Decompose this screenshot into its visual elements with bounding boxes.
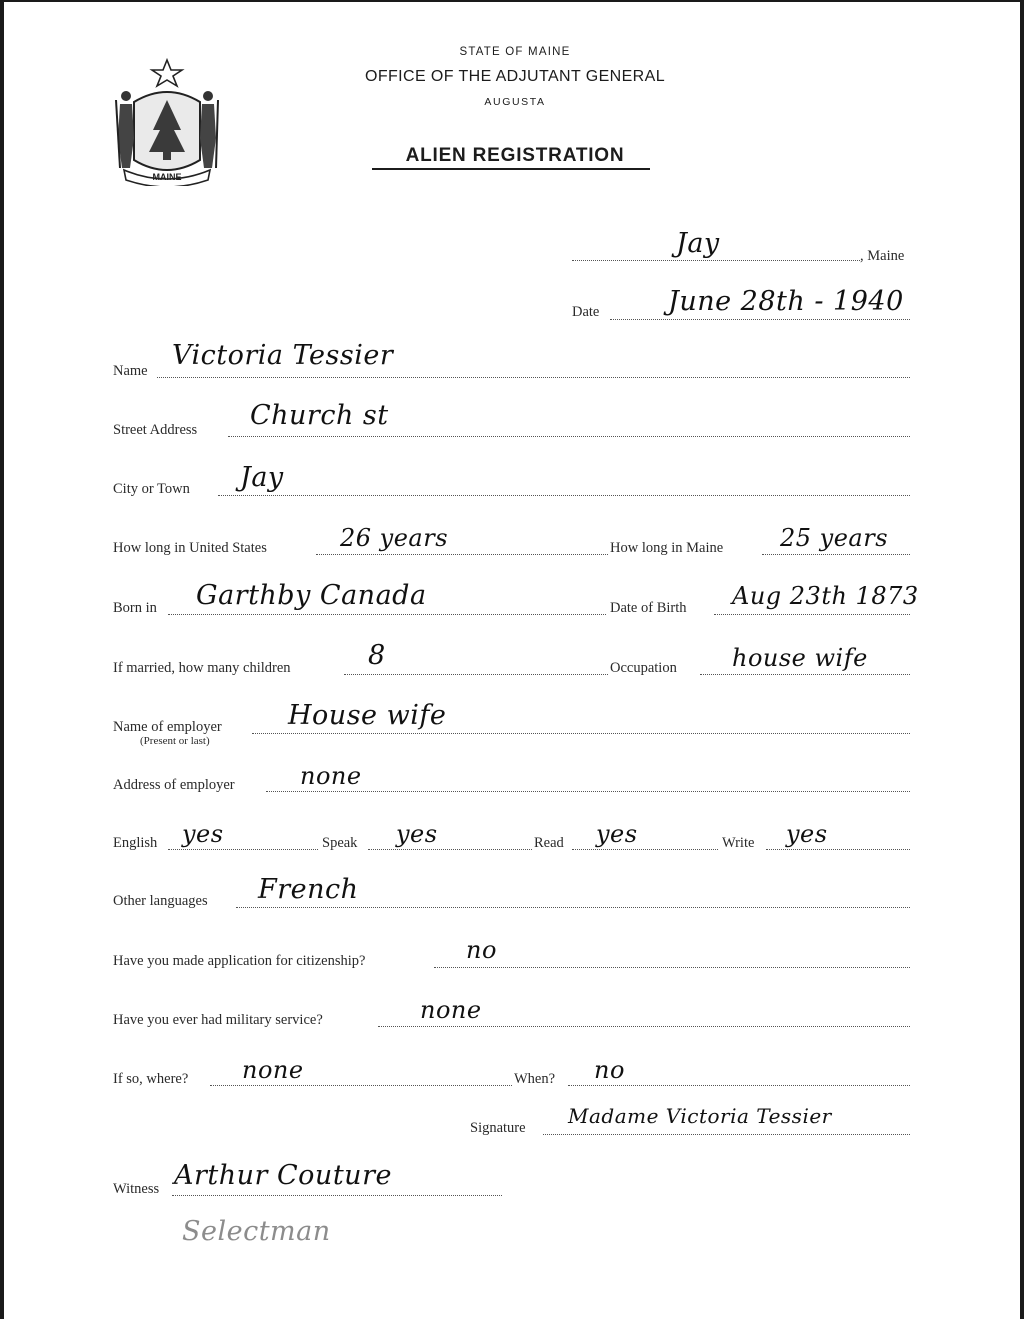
date-of-birth-line — [714, 614, 910, 615]
read-value: yes — [596, 820, 638, 848]
town-value: Jay — [676, 228, 720, 259]
occupation-value: house wife — [732, 644, 868, 672]
form-title: ALIEN REGISTRATION — [405, 145, 625, 166]
if-so-where-label: If so, where? — [113, 1071, 189, 1087]
how-long-us-line — [316, 554, 608, 555]
speak-label: Speak — [322, 835, 358, 851]
how-long-maine-value: 25 years — [780, 524, 889, 552]
state-seal-icon — [112, 56, 222, 186]
date-of-birth-label: Date of Birth — [610, 600, 687, 616]
when-line — [568, 1085, 910, 1086]
city-value: Jay — [240, 462, 284, 493]
title-underline — [372, 168, 650, 170]
english-line — [168, 849, 318, 850]
signature-value: Madame Victoria Tessier — [568, 1104, 832, 1128]
employer-address-line — [266, 791, 910, 792]
signature-label: Signature — [470, 1120, 526, 1136]
occupation-line — [700, 674, 910, 675]
street-address-label: Street Address — [113, 422, 198, 438]
witness-title-value: Selectman — [182, 1216, 331, 1247]
town-line — [572, 260, 860, 261]
military-label: Have you ever had military service? — [113, 1012, 323, 1028]
witness-label: Witness — [113, 1181, 160, 1197]
scan-border-top — [0, 0, 1024, 2]
speak-line — [368, 849, 532, 850]
where-value: none — [242, 1056, 304, 1084]
when-label: When? — [514, 1071, 556, 1087]
date-line — [610, 319, 910, 320]
write-value: yes — [786, 820, 828, 848]
born-in-line — [168, 614, 606, 615]
other-languages-label: Other languages — [113, 893, 208, 909]
employer-address-value: none — [300, 762, 362, 790]
date-label: Date — [572, 304, 600, 320]
seal-banner-text: MAINE — [152, 172, 182, 182]
city-line — [218, 495, 910, 496]
children-label: If married, how many children — [113, 660, 291, 676]
maine-label: , Maine — [860, 248, 905, 264]
other-languages-value: French — [258, 874, 359, 905]
header-office: OFFICE OF THE ADJUTANT GENERAL — [364, 68, 666, 85]
read-line — [572, 849, 718, 850]
name-value: Victoria Tessier — [172, 340, 394, 371]
name-label: Name — [113, 363, 148, 379]
if-so-where-line — [210, 1085, 512, 1086]
name-line — [157, 377, 910, 378]
how-long-maine-line — [762, 554, 910, 555]
how-long-maine-label: How long in Maine — [610, 540, 724, 556]
header-state: STATE OF MAINE — [459, 46, 571, 58]
witness-value: Arthur Couture — [174, 1160, 392, 1191]
read-label: Read — [534, 835, 564, 851]
date-value: June 28th - 1940 — [668, 286, 904, 317]
military-value: none — [420, 996, 482, 1024]
other-languages-line — [236, 907, 910, 908]
english-label: English — [113, 835, 158, 851]
header-city: AUGUSTA — [484, 96, 546, 108]
how-long-us-value: 26 years — [340, 524, 449, 552]
scan-border-right — [1020, 0, 1024, 1319]
speak-value: yes — [396, 820, 438, 848]
military-line — [378, 1026, 910, 1027]
street-address-line — [228, 436, 910, 437]
date-of-birth-value: Aug 23th 1873 — [732, 582, 919, 610]
citizenship-label: Have you made application for citizenship? — [113, 953, 366, 969]
employer-address-label: Address of employer — [113, 777, 235, 793]
write-line — [766, 849, 910, 850]
employer-name-value: House wife — [288, 700, 447, 731]
occupation-label: Occupation — [610, 660, 677, 676]
children-value: 8 — [368, 640, 386, 671]
when-value: no — [594, 1056, 625, 1084]
how-long-us-label: How long in United States — [113, 540, 267, 556]
english-value: yes — [182, 820, 224, 848]
signature-line — [543, 1134, 910, 1135]
scan-border-left — [0, 0, 4, 1319]
employer-name-label: Name of employer — [113, 719, 222, 735]
write-label: Write — [722, 835, 755, 851]
born-in-label: Born in — [113, 600, 157, 616]
citizenship-value: no — [466, 936, 497, 964]
street-address-value: Church st — [250, 400, 389, 431]
city-label: City or Town — [113, 481, 190, 497]
employer-name-line — [252, 733, 910, 734]
children-line — [344, 674, 608, 675]
witness-line — [172, 1195, 502, 1196]
citizenship-line — [434, 967, 910, 968]
born-in-value: Garthby Canada — [196, 580, 427, 611]
employer-name-sublabel: (Present or last) — [140, 735, 210, 747]
